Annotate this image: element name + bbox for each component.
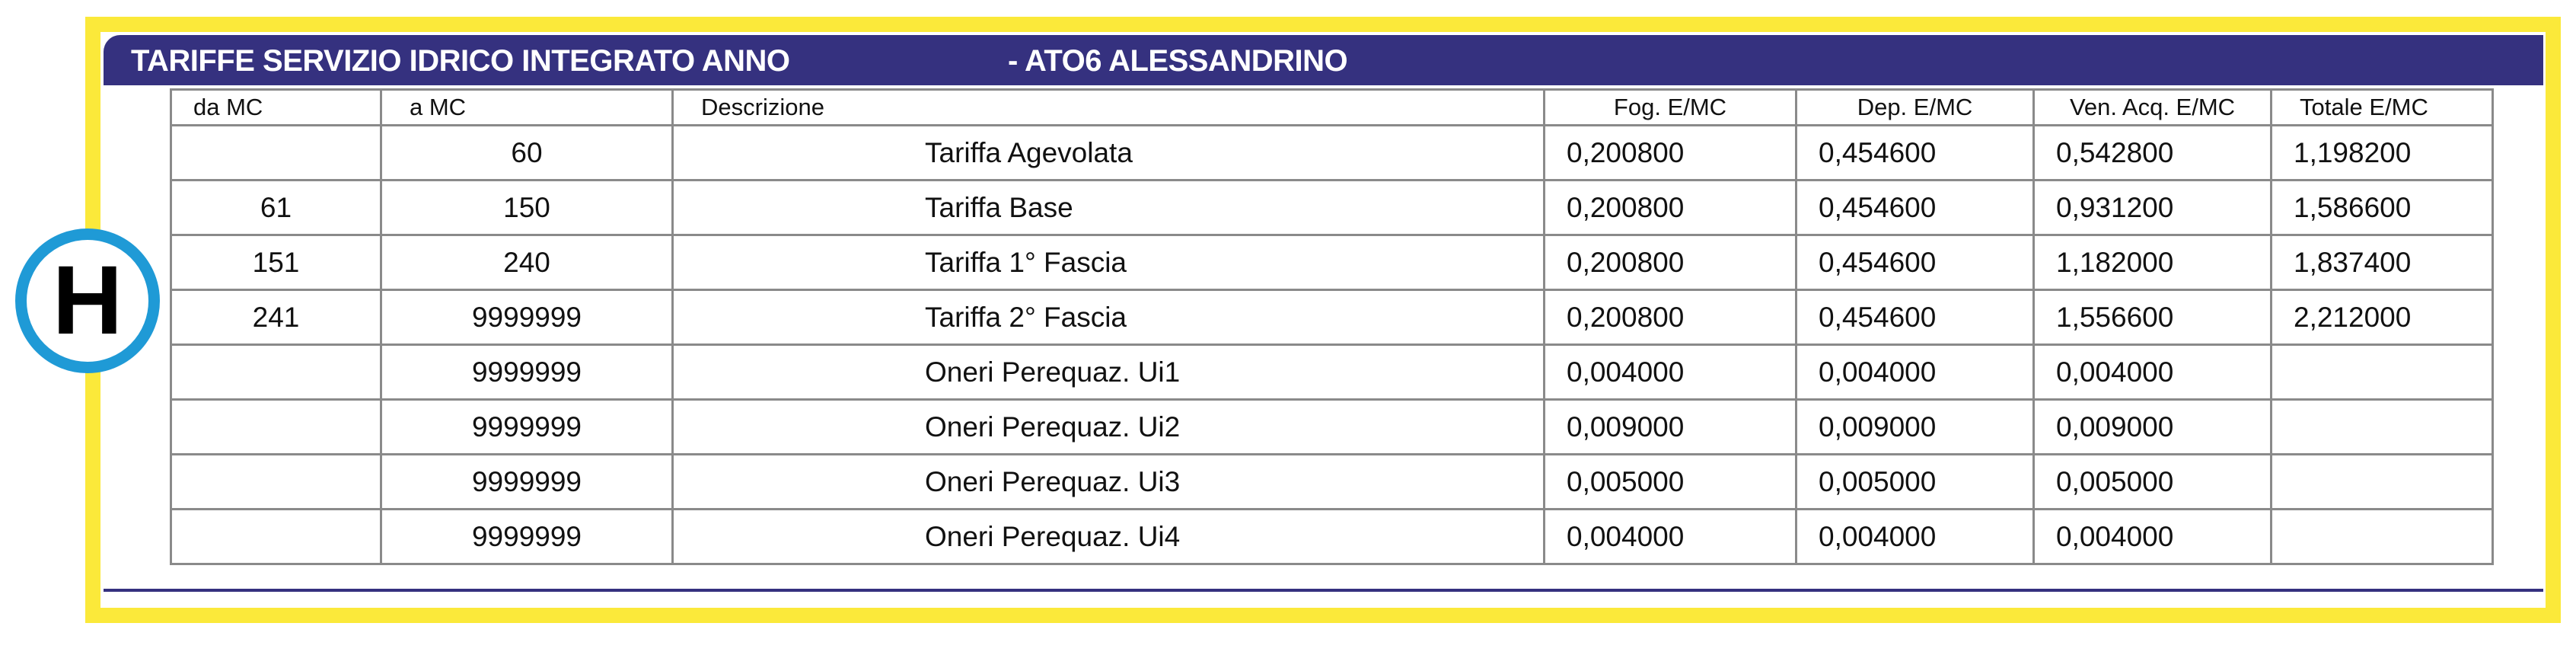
cell-da-mc [171, 455, 381, 510]
cell-totale: 1,586600 [2272, 181, 2493, 235]
cell-da-mc [171, 400, 381, 455]
cell-totale: 1,198200 [2272, 126, 2493, 181]
badge-letter: H [52, 246, 123, 355]
cell-descrizione: Tariffa 1° Fascia [673, 235, 1545, 290]
cell-ven-acq: 0,542800 [2034, 126, 2272, 181]
cell-a-mc: 9999999 [381, 290, 673, 345]
cell-ven-acq: 0,004000 [2034, 510, 2272, 564]
page-subtitle: - ATO6 ALESSANDRINO [1008, 44, 1348, 78]
col-header-dep: Dep. E/MC [1797, 90, 2034, 126]
cell-ven-acq: 1,182000 [2034, 235, 2272, 290]
cell-dep: 0,004000 [1797, 345, 2034, 400]
cell-ven-acq: 0,931200 [2034, 181, 2272, 235]
cell-dep: 0,005000 [1797, 455, 2034, 510]
cell-dep: 0,454600 [1797, 235, 2034, 290]
cell-descrizione: Oneri Perequaz. Ui2 [673, 400, 1545, 455]
cell-totale: 2,212000 [2272, 290, 2493, 345]
cell-fog: 0,200800 [1545, 181, 1797, 235]
h-badge-icon [15, 228, 160, 373]
cell-fog: 0,004000 [1545, 345, 1797, 400]
table-row [171, 235, 2493, 290]
table-row [171, 455, 2493, 510]
col-header-a-mc: a MC [381, 90, 673, 126]
cell-da-mc: 151 [171, 235, 381, 290]
cell-a-mc: 150 [381, 181, 673, 235]
cell-totale [2272, 455, 2493, 510]
cell-a-mc: 9999999 [381, 455, 673, 510]
cell-descrizione: Oneri Perequaz. Ui4 [673, 510, 1545, 564]
cell-dep: 0,004000 [1797, 510, 2034, 564]
cell-fog: 0,200800 [1545, 235, 1797, 290]
table-row [171, 510, 2493, 564]
table-row [171, 290, 2493, 345]
cell-totale [2272, 510, 2493, 564]
cell-fog: 0,005000 [1545, 455, 1797, 510]
cell-dep: 0,454600 [1797, 290, 2034, 345]
cell-a-mc: 9999999 [381, 400, 673, 455]
table-header-row [171, 90, 2493, 126]
col-header-totale: Totale E/MC [2272, 90, 2493, 126]
cell-descrizione: Tariffa Agevolata [673, 126, 1545, 181]
cell-descrizione: Tariffa Base [673, 181, 1545, 235]
cell-dep: 0,454600 [1797, 181, 2034, 235]
cell-ven-acq: 0,005000 [2034, 455, 2272, 510]
table-row [171, 400, 2493, 455]
cell-a-mc: 9999999 [381, 345, 673, 400]
cell-a-mc: 60 [381, 126, 673, 181]
cell-dep: 0,454600 [1797, 126, 2034, 181]
cell-descrizione: Tariffa 2° Fascia [673, 290, 1545, 345]
table-row [171, 345, 2493, 400]
cell-da-mc [171, 345, 381, 400]
cell-fog: 0,200800 [1545, 290, 1797, 345]
col-header-fog: Fog. E/MC [1545, 90, 1797, 126]
cell-fog: 0,004000 [1545, 510, 1797, 564]
title-bar [104, 35, 2543, 85]
cell-dep: 0,009000 [1797, 400, 2034, 455]
footer-divider [104, 589, 2543, 592]
cell-ven-acq: 0,004000 [2034, 345, 2272, 400]
cell-ven-acq: 1,556600 [2034, 290, 2272, 345]
tariff-table [170, 88, 2494, 565]
cell-da-mc: 61 [171, 181, 381, 235]
cell-descrizione: Oneri Perequaz. Ui1 [673, 345, 1545, 400]
cell-descrizione: Oneri Perequaz. Ui3 [673, 455, 1545, 510]
table-row [171, 126, 2493, 181]
cell-a-mc: 9999999 [381, 510, 673, 564]
cell-da-mc [171, 126, 381, 181]
cell-fog: 0,200800 [1545, 126, 1797, 181]
cell-totale: 1,837400 [2272, 235, 2493, 290]
cell-ven-acq: 0,009000 [2034, 400, 2272, 455]
col-header-descrizione: Descrizione [673, 90, 1545, 126]
cell-da-mc: 241 [171, 290, 381, 345]
cell-totale [2272, 345, 2493, 400]
cell-fog: 0,009000 [1545, 400, 1797, 455]
cell-da-mc [171, 510, 381, 564]
col-header-da-mc: da MC [171, 90, 381, 126]
cell-a-mc: 240 [381, 235, 673, 290]
cell-totale [2272, 400, 2493, 455]
col-header-ven-acq: Ven. Acq. E/MC [2034, 90, 2272, 126]
page-title: TARIFFE SERVIZIO IDRICO INTEGRATO ANNO [131, 44, 790, 78]
table-row [171, 181, 2493, 235]
